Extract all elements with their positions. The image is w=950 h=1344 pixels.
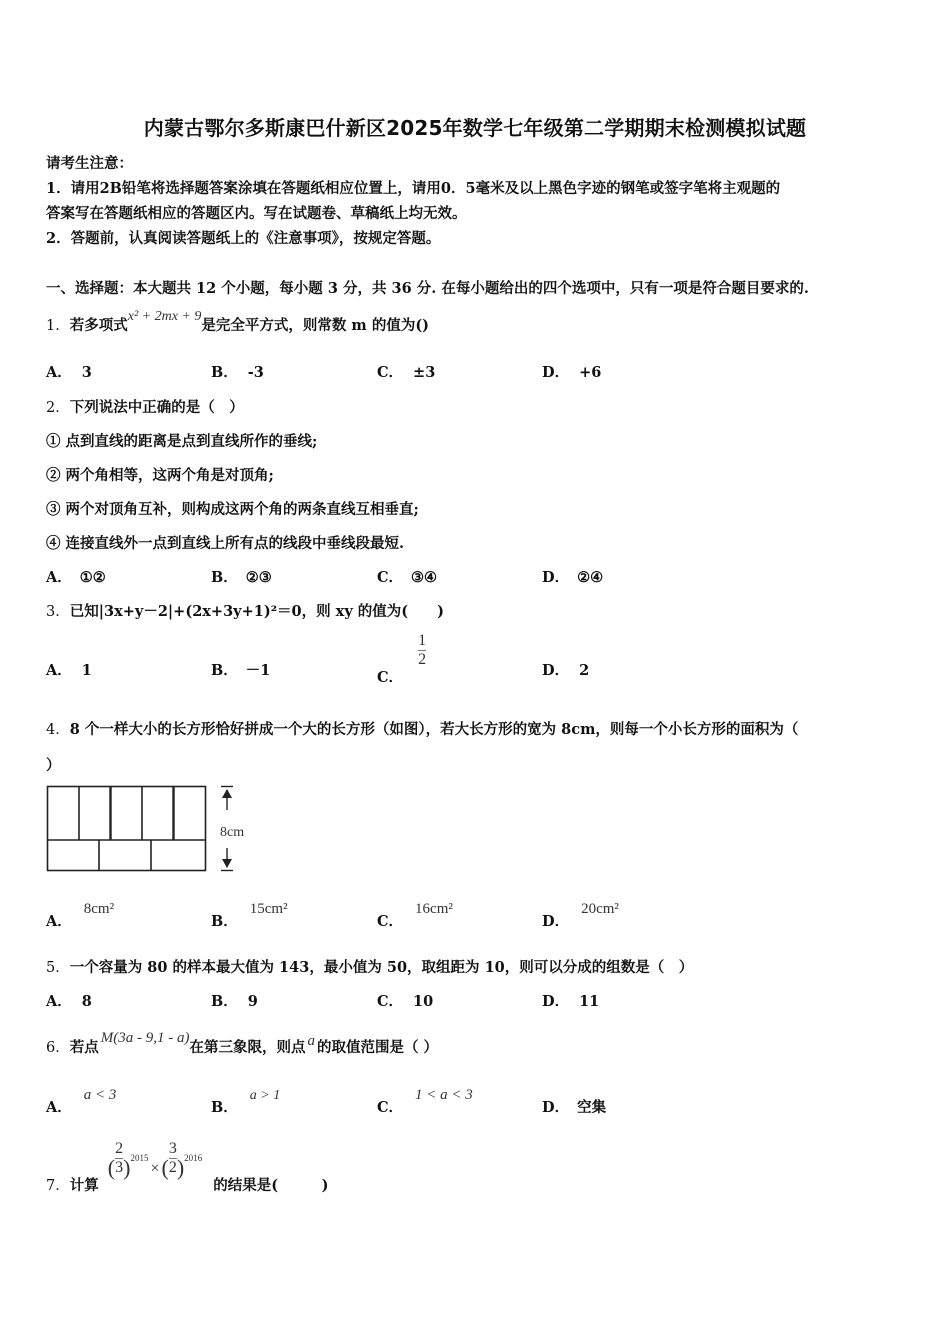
q2-option-b[interactable]: B． ②③ [211, 569, 272, 586]
q2-statement-1: ① 点到直线的距离是点到直线所作的垂线; [46, 433, 318, 450]
q2-option-a[interactable]: A． ①② [46, 569, 106, 586]
notice-item-1-cont: 答案写在答题纸相应的答题区内。写在试题卷、草稿纸上均无效。 [46, 205, 467, 222]
q5-option-d[interactable]: D． 11 [542, 993, 600, 1010]
q2-statement-2: ② 两个角相等，这两个角是对顶角; [46, 467, 274, 484]
arrow-down-icon [222, 859, 232, 868]
notice-item-2: 2．答题前，认真阅读答题纸上的《注意事项》，按规定答题。 [46, 230, 441, 247]
q6-option-a[interactable]: A．a < 3 [46, 1087, 117, 1116]
notice-heading: 请考生注意： [46, 155, 133, 172]
q1-option-a[interactable]: A． 3 [46, 364, 92, 381]
q4-option-c[interactable]: C．16cm² [377, 901, 453, 930]
q5-option-a[interactable]: A． 8 [46, 993, 92, 1010]
figure-width-label: 8cm [220, 825, 245, 840]
question-2: 2．下列说法中正确的是（ ） [46, 399, 244, 416]
q3-option-b[interactable]: B． －1 [211, 662, 271, 679]
q4-option-b[interactable]: B．15cm² [211, 901, 288, 930]
arrow-up-icon [222, 789, 232, 798]
exam-title: 内蒙古鄂尔多斯康巴什新区2025年数学七年级第二学期期末检测模拟试题 [143, 116, 807, 140]
question-4: 4．8 个一样大小的长方形恰好拼成一个大的长方形（如图），若大长方形的宽为 8cm，则每一个小长方形的面积为（ [46, 721, 799, 738]
section-heading: 一、选择题：本大题共 12 个小题，每小题 3 分，共 36 分. 在每小题给出的四个选项中，只有一项是符合题目要求的. [46, 280, 809, 297]
q3-option-d[interactable]: D． 2 [542, 662, 590, 679]
question-5: 5．一个容量为 80 的样本最大值为 143，最小值为 50，取组距为 10，则可以分成的组数是（ ） [46, 959, 694, 976]
question-6: 6．若点M(3a - 9,1 - a)在第三象限，则点 a 的取值范围是（ ） [46, 1030, 439, 1056]
fraction-three-halves: $\frac{3}{2}$ [168, 1140, 177, 1176]
notice-item-1: 1．请用2B铅笔将选择题答案涂填在答题纸相应位置上，请用0．5毫米及以上黑色字迹的钢笔或签字笔将主观题的 [46, 180, 781, 197]
question-7: 7．计算 ( $\frac{2}{3}$ )2015×( $\frac{3}{2}$ )2016 的结果是( ) [46, 1140, 329, 1194]
q4-option-d[interactable]: D．20cm² [542, 901, 619, 930]
question-4-cont: ） [46, 757, 61, 774]
q5-option-b[interactable]: B． 9 [211, 993, 258, 1010]
question-1: 1．若多项式x² + 2mx + 9是完全平方式，则常数 m 的值为() [46, 309, 430, 334]
q6-option-d[interactable]: D． 空集 [542, 1099, 607, 1116]
q6-option-b[interactable]: B．a > 1 [211, 1088, 281, 1116]
q6-option-c[interactable]: C．1 < a < 3 [377, 1087, 473, 1116]
big-rectangle [48, 787, 206, 871]
q2-option-c[interactable]: C． ③④ [377, 569, 438, 586]
question-3: 3．已知|3x+y－2|+(2x+3y+1)²＝0，则 xy 的值为( ) [46, 603, 445, 620]
q1-option-d[interactable]: D． +6 [542, 364, 602, 381]
q5-option-c[interactable]: C． 10 [377, 993, 434, 1010]
fraction-one-half: $\frac{1}{2}$ [418, 632, 427, 668]
q2-statement-4: ④ 连接直线外一点到直线上所有点的线段中垂线段最短. [46, 535, 405, 552]
fraction-two-thirds: $\frac{2}{3}$ [115, 1140, 124, 1176]
q2-statement-3: ③ 两个对顶角互补，则构成这两个角的两条直线互相垂直; [46, 501, 419, 518]
q2-option-d[interactable]: D． ②④ [542, 569, 604, 586]
q1-option-b[interactable]: B． -3 [211, 364, 264, 381]
q3-option-a[interactable]: A． 1 [46, 662, 92, 679]
q4-option-a[interactable]: A．8cm² [46, 901, 115, 930]
q3-option-c[interactable]: C． $\frac{1}{2}$ [377, 632, 427, 686]
q1-option-c[interactable]: C． ±3 [377, 364, 436, 381]
